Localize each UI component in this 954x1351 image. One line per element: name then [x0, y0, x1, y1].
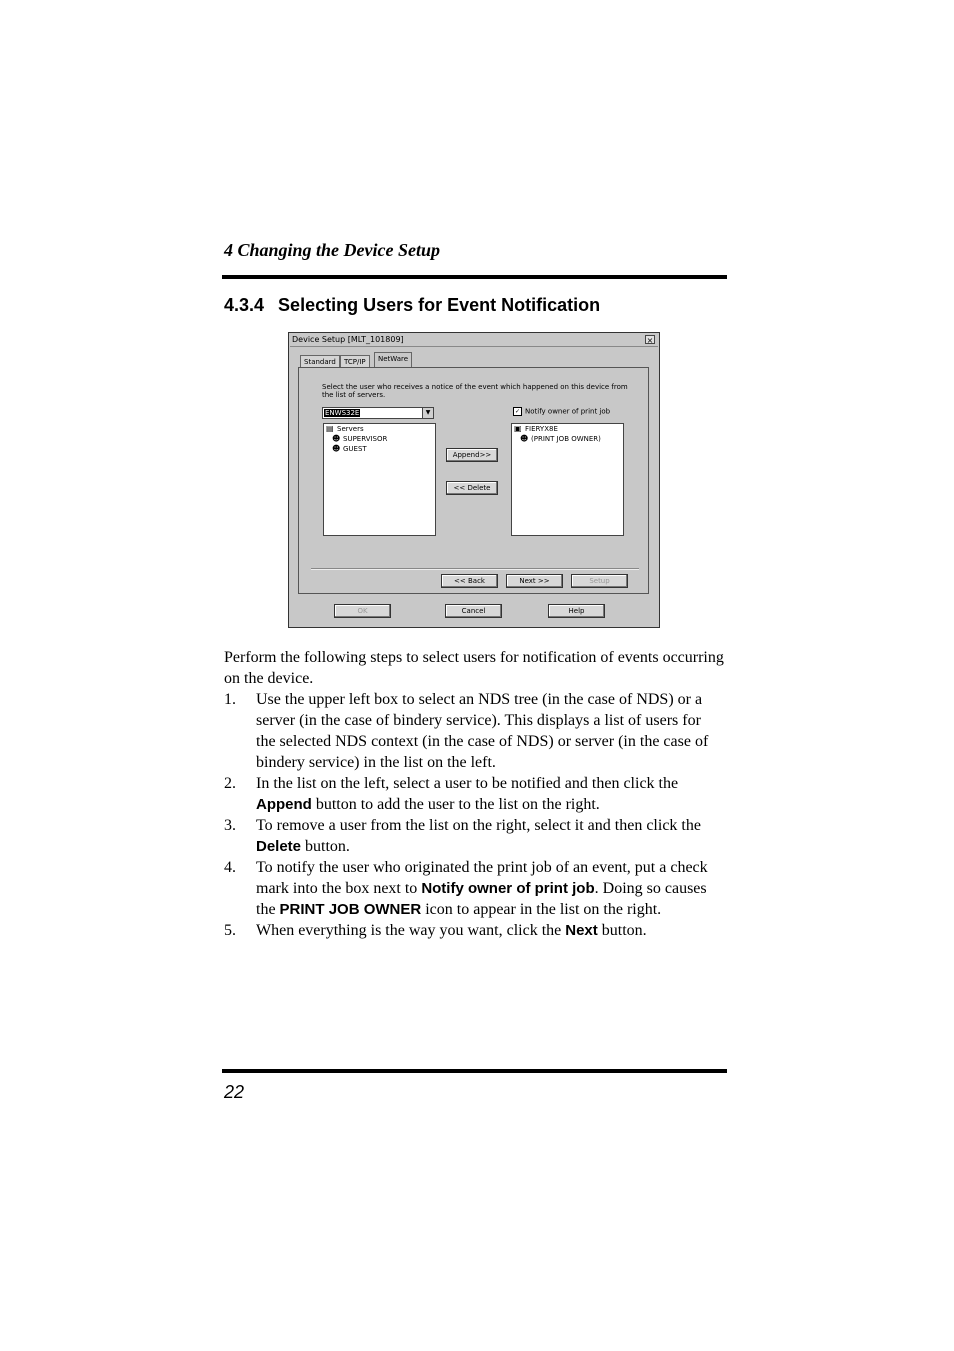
server-select-value: ENWS32E	[325, 409, 360, 417]
notify-owner-label: Notify owner of print job	[525, 407, 611, 416]
body-text	[224, 647, 724, 941]
page-number: 22	[224, 1082, 245, 1102]
cancel-button[interactable]: Cancel	[445, 604, 502, 618]
tree-root-printer[interactable]: ▣ FIERYX8E	[514, 424, 558, 433]
back-button[interactable]: << Back	[441, 574, 498, 588]
printer-icon: ▣	[514, 424, 522, 433]
running-header: 4 Changing the Device Setup	[224, 240, 441, 260]
dialog-titlebar	[290, 334, 658, 347]
setup-button[interactable]: Setup	[571, 574, 628, 588]
tree-root-servers[interactable]: ▤ Servers	[326, 424, 364, 433]
divider	[311, 568, 639, 570]
section-title: Selecting Users for Event Notification	[278, 295, 601, 315]
server-select[interactable]	[322, 407, 434, 419]
list-item: 4. To notify the user who originated the print job of an event, put a check mark into the box next to Notify owner of print job. Doing so causes the PRINT JOB OWNER icon to appear in the list on the right.	[224, 859, 708, 918]
list-item[interactable]: ☻ (PRINT JOB OWNER)	[520, 434, 601, 443]
checkbox-icon[interactable]: ✓	[514, 408, 521, 415]
tab-standard[interactable]: Standard	[300, 355, 340, 367]
footer-rule	[222, 1069, 727, 1073]
section-heading	[224, 295, 600, 316]
help-button[interactable]: Help	[548, 604, 605, 618]
intro-paragraph: Perform the following steps to select users for notification of events occurring on the device.	[224, 649, 724, 687]
delete-button[interactable]: << Delete	[446, 481, 498, 495]
list-item[interactable]: ☻ GUEST	[332, 444, 367, 453]
dialog-title: Device Setup [MLT_101809]	[292, 335, 404, 344]
chevron-down-icon[interactable]: ▼	[422, 408, 433, 418]
dialog-instruction: Select the user who receives a notice of the event which happened on this device from the list of servers.	[322, 383, 628, 399]
ok-button[interactable]: OK	[334, 604, 391, 618]
list-item: 1. Use the upper left box to select an NDS tree (in the case of NDS) or a server (in the case of bindery service). This displays a list of users for the selected NDS context (in the case of NDS) or server (in the case of bindery service) in the list on the left.	[224, 691, 709, 771]
next-button[interactable]: Next >>	[506, 574, 563, 588]
list-item[interactable]: ☻ SUPERVISOR	[332, 434, 388, 443]
list-item: 3. To remove a user from the list on the right, select it and then click the Delete button.	[224, 817, 701, 855]
list-item: 2. In the list on the left, select a user to be notified and then click the Append button to add the user to the list on the right.	[224, 775, 679, 813]
step-list	[224, 689, 724, 941]
netware-panel	[298, 367, 649, 594]
close-icon[interactable]: ×	[646, 336, 654, 345]
section-number: 4.3.4	[224, 295, 265, 315]
tab-netware[interactable]: NetWare	[374, 352, 412, 367]
tab-tcpip[interactable]: TCP/IP	[340, 355, 370, 367]
user-icon: ☻	[332, 434, 341, 443]
server-user-list[interactable]	[323, 423, 436, 536]
list-item: 5. When everything is the way you want, click the Next button.	[224, 922, 647, 939]
notified-user-list[interactable]	[511, 423, 624, 536]
server-icon: ▤	[326, 424, 334, 433]
user-icon: ☻	[520, 434, 529, 443]
header-rule	[222, 275, 727, 279]
append-button[interactable]: Append>>	[446, 448, 498, 462]
user-icon: ☻	[332, 444, 341, 453]
device-setup-dialog	[288, 332, 660, 628]
notify-owner-checkbox[interactable]	[513, 407, 610, 417]
